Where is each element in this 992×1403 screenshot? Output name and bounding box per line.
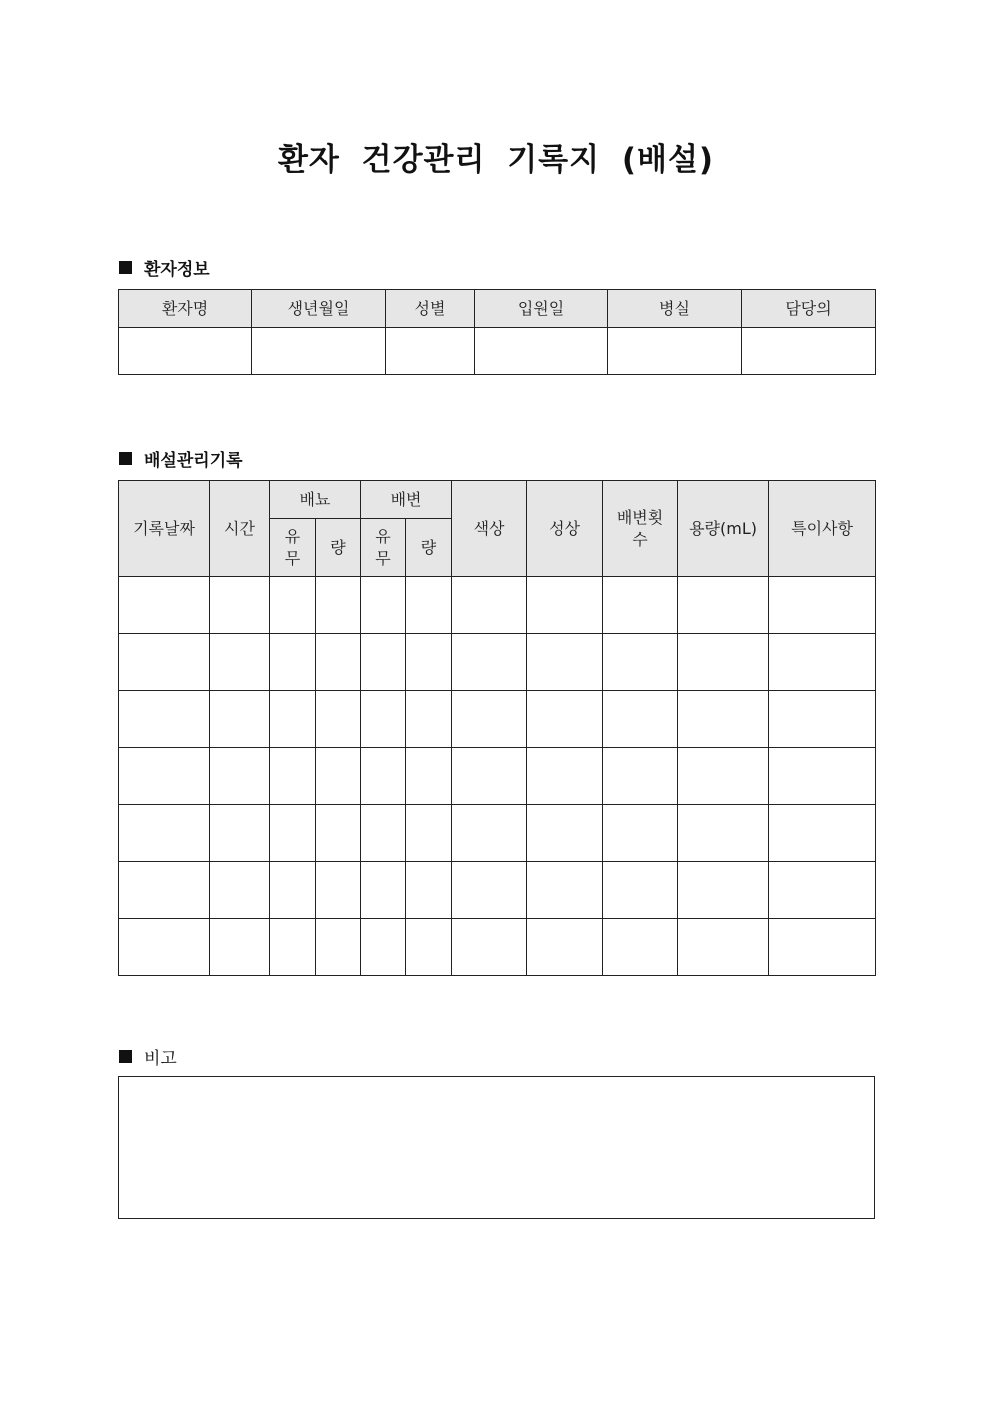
date-cell[interactable] [119, 919, 210, 976]
date-cell[interactable] [119, 805, 210, 862]
defecation-amount-cell[interactable] [406, 634, 452, 691]
admission-date-header: 입원일 [475, 290, 608, 328]
time-cell[interactable] [210, 805, 270, 862]
urination-presence-cell[interactable] [270, 919, 316, 976]
patient-info-heading [119, 255, 210, 280]
defecation-amount-cell[interactable] [406, 577, 452, 634]
admission-date-field[interactable] [475, 328, 608, 375]
notes-cell[interactable] [769, 805, 876, 862]
patient-name-field[interactable] [119, 328, 252, 375]
color-cell[interactable] [452, 577, 527, 634]
urination-presence-cell[interactable] [270, 748, 316, 805]
consistency-cell[interactable] [527, 577, 603, 634]
urination-presence-cell[interactable] [270, 634, 316, 691]
remarks-heading-label: 비고 [144, 1049, 177, 1069]
square-bullet-icon [119, 1050, 132, 1063]
doctor-field[interactable] [742, 328, 876, 375]
consistency-cell[interactable] [527, 748, 603, 805]
urination-amount-cell[interactable] [316, 691, 361, 748]
date-cell[interactable] [119, 748, 210, 805]
consistency-cell[interactable] [527, 634, 603, 691]
urination-presence-cell[interactable] [270, 805, 316, 862]
time-cell[interactable] [210, 748, 270, 805]
urination-amount-cell[interactable] [316, 805, 361, 862]
consistency-header: 성상 [527, 481, 603, 577]
bowel-count-header: 배변횟수 [603, 481, 678, 577]
table-row [119, 919, 876, 976]
date-cell[interactable] [119, 634, 210, 691]
table-row [119, 691, 876, 748]
urination-amount-header: 량 [316, 519, 361, 577]
urination-amount-cell[interactable] [316, 634, 361, 691]
excretion-record-table [118, 480, 876, 976]
bowel-count-cell[interactable] [603, 805, 678, 862]
doctor-header: 담당의 [742, 290, 876, 328]
page-title: 환자 건강관리 기록지 (배설) [277, 142, 715, 178]
notes-cell[interactable] [769, 748, 876, 805]
color-cell[interactable] [452, 919, 527, 976]
remarks-heading [119, 1044, 177, 1069]
volume-cell[interactable] [678, 691, 769, 748]
defecation-presence-cell[interactable] [361, 577, 406, 634]
date-cell[interactable] [119, 691, 210, 748]
volume-cell[interactable] [678, 862, 769, 919]
remarks-field[interactable] [118, 1076, 875, 1219]
table-row [119, 862, 876, 919]
patient-info-heading-label: 환자정보 [144, 260, 210, 280]
table-row [119, 748, 876, 805]
bowel-count-cell[interactable] [603, 748, 678, 805]
urination-presence-cell[interactable] [270, 577, 316, 634]
defecation-presence-cell[interactable] [361, 805, 406, 862]
defecation-amount-header: 량 [406, 519, 452, 577]
date-header: 기록날짜 [119, 481, 210, 577]
defecation-presence-cell[interactable] [361, 748, 406, 805]
bowel-count-cell[interactable] [603, 862, 678, 919]
excretion-record-heading [119, 446, 243, 471]
urination-amount-cell[interactable] [316, 862, 361, 919]
bowel-count-cell[interactable] [603, 634, 678, 691]
time-cell[interactable] [210, 919, 270, 976]
volume-cell[interactable] [678, 919, 769, 976]
defecation-amount-cell[interactable] [406, 919, 452, 976]
color-header: 색상 [452, 481, 527, 577]
defecation-amount-cell[interactable] [406, 862, 452, 919]
bowel-count-cell[interactable] [603, 919, 678, 976]
defecation-amount-cell[interactable] [406, 748, 452, 805]
defecation-presence-cell[interactable] [361, 634, 406, 691]
table-row [119, 577, 876, 634]
volume-header: 용량(mL) [678, 481, 769, 577]
notes-header: 특이사항 [769, 481, 876, 577]
time-cell[interactable] [210, 691, 270, 748]
notes-cell[interactable] [769, 634, 876, 691]
birth-date-field[interactable] [252, 328, 386, 375]
color-cell[interactable] [452, 634, 527, 691]
sex-field[interactable] [386, 328, 475, 375]
defecation-presence-cell[interactable] [361, 919, 406, 976]
consistency-cell[interactable] [527, 919, 603, 976]
consistency-cell[interactable] [527, 805, 603, 862]
date-cell[interactable] [119, 862, 210, 919]
urination-presence-header: 유무 [270, 519, 316, 577]
bowel-count-cell[interactable] [603, 691, 678, 748]
notes-cell[interactable] [769, 577, 876, 634]
defecation-presence-cell[interactable] [361, 862, 406, 919]
consistency-cell[interactable] [527, 691, 603, 748]
color-cell[interactable] [452, 805, 527, 862]
urination-amount-cell[interactable] [316, 748, 361, 805]
room-field[interactable] [608, 328, 742, 375]
volume-cell[interactable] [678, 805, 769, 862]
volume-cell[interactable] [678, 748, 769, 805]
notes-cell[interactable] [769, 691, 876, 748]
volume-cell[interactable] [678, 634, 769, 691]
square-bullet-icon [119, 452, 132, 465]
table-row [119, 805, 876, 862]
defecation-header: 배변 [361, 481, 452, 519]
defecation-amount-cell[interactable] [406, 691, 452, 748]
urination-presence-cell[interactable] [270, 691, 316, 748]
notes-cell[interactable] [769, 862, 876, 919]
notes-cell[interactable] [769, 919, 876, 976]
urination-header: 배뇨 [270, 481, 361, 519]
sex-header: 성별 [386, 290, 475, 328]
bowel-count-cell[interactable] [603, 577, 678, 634]
color-cell[interactable] [452, 691, 527, 748]
birth-date-header: 생년월일 [252, 290, 386, 328]
excretion-record-heading-label: 배설관리기록 [144, 451, 243, 471]
color-cell[interactable] [452, 748, 527, 805]
defecation-amount-cell[interactable] [406, 805, 452, 862]
time-cell[interactable] [210, 634, 270, 691]
color-cell[interactable] [452, 862, 527, 919]
consistency-cell[interactable] [527, 862, 603, 919]
patient-info-table [118, 289, 876, 375]
volume-cell[interactable] [678, 577, 769, 634]
patient-name-header: 환자명 [119, 290, 252, 328]
date-cell[interactable] [119, 577, 210, 634]
table-row [119, 634, 876, 691]
defecation-presence-header: 유무 [361, 519, 406, 577]
square-bullet-icon [119, 261, 132, 274]
urination-presence-cell[interactable] [270, 862, 316, 919]
urination-amount-cell[interactable] [316, 577, 361, 634]
time-header: 시간 [210, 481, 270, 577]
time-cell[interactable] [210, 577, 270, 634]
defecation-presence-cell[interactable] [361, 691, 406, 748]
room-header: 병실 [608, 290, 742, 328]
urination-amount-cell[interactable] [316, 919, 361, 976]
time-cell[interactable] [210, 862, 270, 919]
